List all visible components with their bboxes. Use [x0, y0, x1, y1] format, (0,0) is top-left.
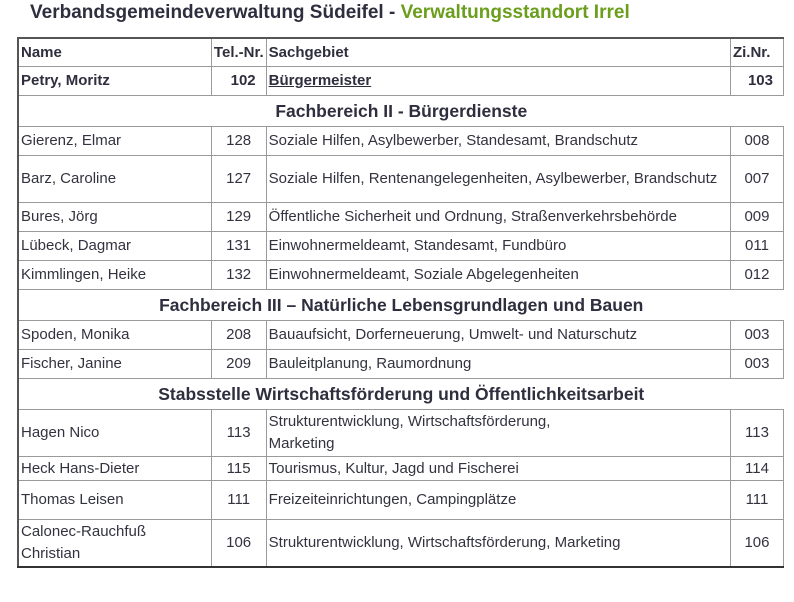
section-header-fb3 [18, 290, 784, 321]
cell-sachgebiet: Tourismus, Kultur, Jagd und Fischerei [266, 457, 730, 481]
table-row [18, 457, 784, 481]
cell-tel: 111 [211, 481, 266, 520]
table-row [18, 481, 784, 520]
cell-tel: 115 [211, 457, 266, 481]
cell-name: Petry, Moritz [18, 67, 211, 96]
table-row [18, 520, 784, 568]
table-row [18, 232, 784, 261]
cell-sachgebiet: Soziale Hilfen, Rentenangelegenheiten, Asylbewerber, Brandschutz [266, 156, 730, 203]
title-main: Verbandsgemeindeverwaltung Südeifel [30, 2, 384, 23]
cell-tel: 106 [211, 520, 266, 568]
cell-zi: 113 [730, 410, 783, 457]
section-title: Stabsstelle Wirtschaftsförderung und Öffentlichkeitsarbeit [18, 379, 784, 410]
header-sachgebiet: Sachgebiet [266, 38, 730, 67]
cell-name: Bures, Jörg [18, 203, 211, 232]
table-header-row [18, 38, 784, 67]
cell-sachgebiet [266, 67, 730, 96]
cell-sachgebiet: Einwohnermeldeamt, Soziale Abgelegenheiten [266, 261, 730, 290]
cell-tel: 113 [211, 410, 266, 457]
cell-name: Heck Hans-Dieter [18, 457, 211, 481]
cell-zi: 008 [730, 127, 783, 156]
cell-tel: 127 [211, 156, 266, 203]
header-zi: Zi.Nr. [730, 38, 783, 67]
section-header-fb2 [18, 96, 784, 127]
cell-name: Fischer, Janine [18, 350, 211, 379]
title-separator: - [383, 2, 401, 23]
cell-tel: 208 [211, 321, 266, 350]
table-row [18, 350, 784, 379]
cell-sachgebiet: Soziale Hilfen, Asylbewerber, Standesamt, Brandschutz [266, 127, 730, 156]
cell-sachgebiet: Strukturentwicklung, Wirtschaftsförderung, Marketing [266, 410, 730, 457]
section-title: Fachbereich III – Natürliche Lebensgrundlagen und Bauen [18, 290, 784, 321]
header-tel: Tel.-Nr. [211, 38, 266, 67]
header-name: Name [18, 38, 211, 67]
cell-tel: 209 [211, 350, 266, 379]
cell-name: Gierenz, Elmar [18, 127, 211, 156]
cell-sachgebiet: Freizeiteinrichtungen, Campingplätze [266, 481, 730, 520]
table-row [18, 261, 784, 290]
cell-sachgebiet: Einwohnermeldeamt, Standesamt, Fundbüro [266, 232, 730, 261]
cell-zi: 011 [730, 232, 783, 261]
cell-zi: 012 [730, 261, 783, 290]
cell-sachgebiet: Bauleitplanung, Raumordnung [266, 350, 730, 379]
title-location: Verwaltungsstandort Irrel [400, 2, 630, 23]
cell-zi: 114 [730, 457, 783, 481]
table-row [18, 321, 784, 350]
cell-sachgebiet: Strukturentwicklung, Wirtschaftsförderung, Marketing [266, 520, 730, 568]
cell-name: Hagen Nico [18, 410, 211, 457]
cell-name: Lübeck, Dagmar [18, 232, 211, 261]
table-row-mayor [18, 67, 784, 96]
buergermeister-link[interactable]: Bürgermeister [268, 72, 372, 89]
cell-name: Calonec-Rauchfuß Christian [18, 520, 211, 568]
cell-zi: 111 [730, 481, 783, 520]
cell-sachgebiet: Bauaufsicht, Dorferneuerung, Umwelt- und Naturschutz [266, 321, 730, 350]
cell-name: Thomas Leisen [18, 481, 211, 520]
cell-zi: 007 [730, 156, 783, 203]
cell-sachgebiet: Öffentliche Sicherheit und Ordnung, Straßenverkehrsbehörde [266, 203, 730, 232]
cell-zi: 103 [730, 67, 783, 96]
cell-zi: 003 [730, 321, 783, 350]
cell-tel: 102 [211, 67, 266, 96]
table-row [18, 127, 784, 156]
cell-tel: 132 [211, 261, 266, 290]
staff-directory-table [17, 37, 784, 568]
cell-zi: 009 [730, 203, 783, 232]
cell-name: Kimmlingen, Heike [18, 261, 211, 290]
table-row [18, 156, 784, 203]
table-row [18, 203, 784, 232]
section-header-stabsstelle [18, 379, 784, 410]
section-title: Fachbereich II - Bürgerdienste [18, 96, 784, 127]
cell-tel: 129 [211, 203, 266, 232]
cell-tel: 128 [211, 127, 266, 156]
cell-zi: 003 [730, 350, 783, 379]
cell-zi: 106 [730, 520, 783, 568]
cell-name: Spoden, Monika [18, 321, 211, 350]
cell-name: Barz, Caroline [18, 156, 211, 203]
table-row [18, 410, 784, 457]
page-title [30, 2, 630, 24]
cell-tel: 131 [211, 232, 266, 261]
